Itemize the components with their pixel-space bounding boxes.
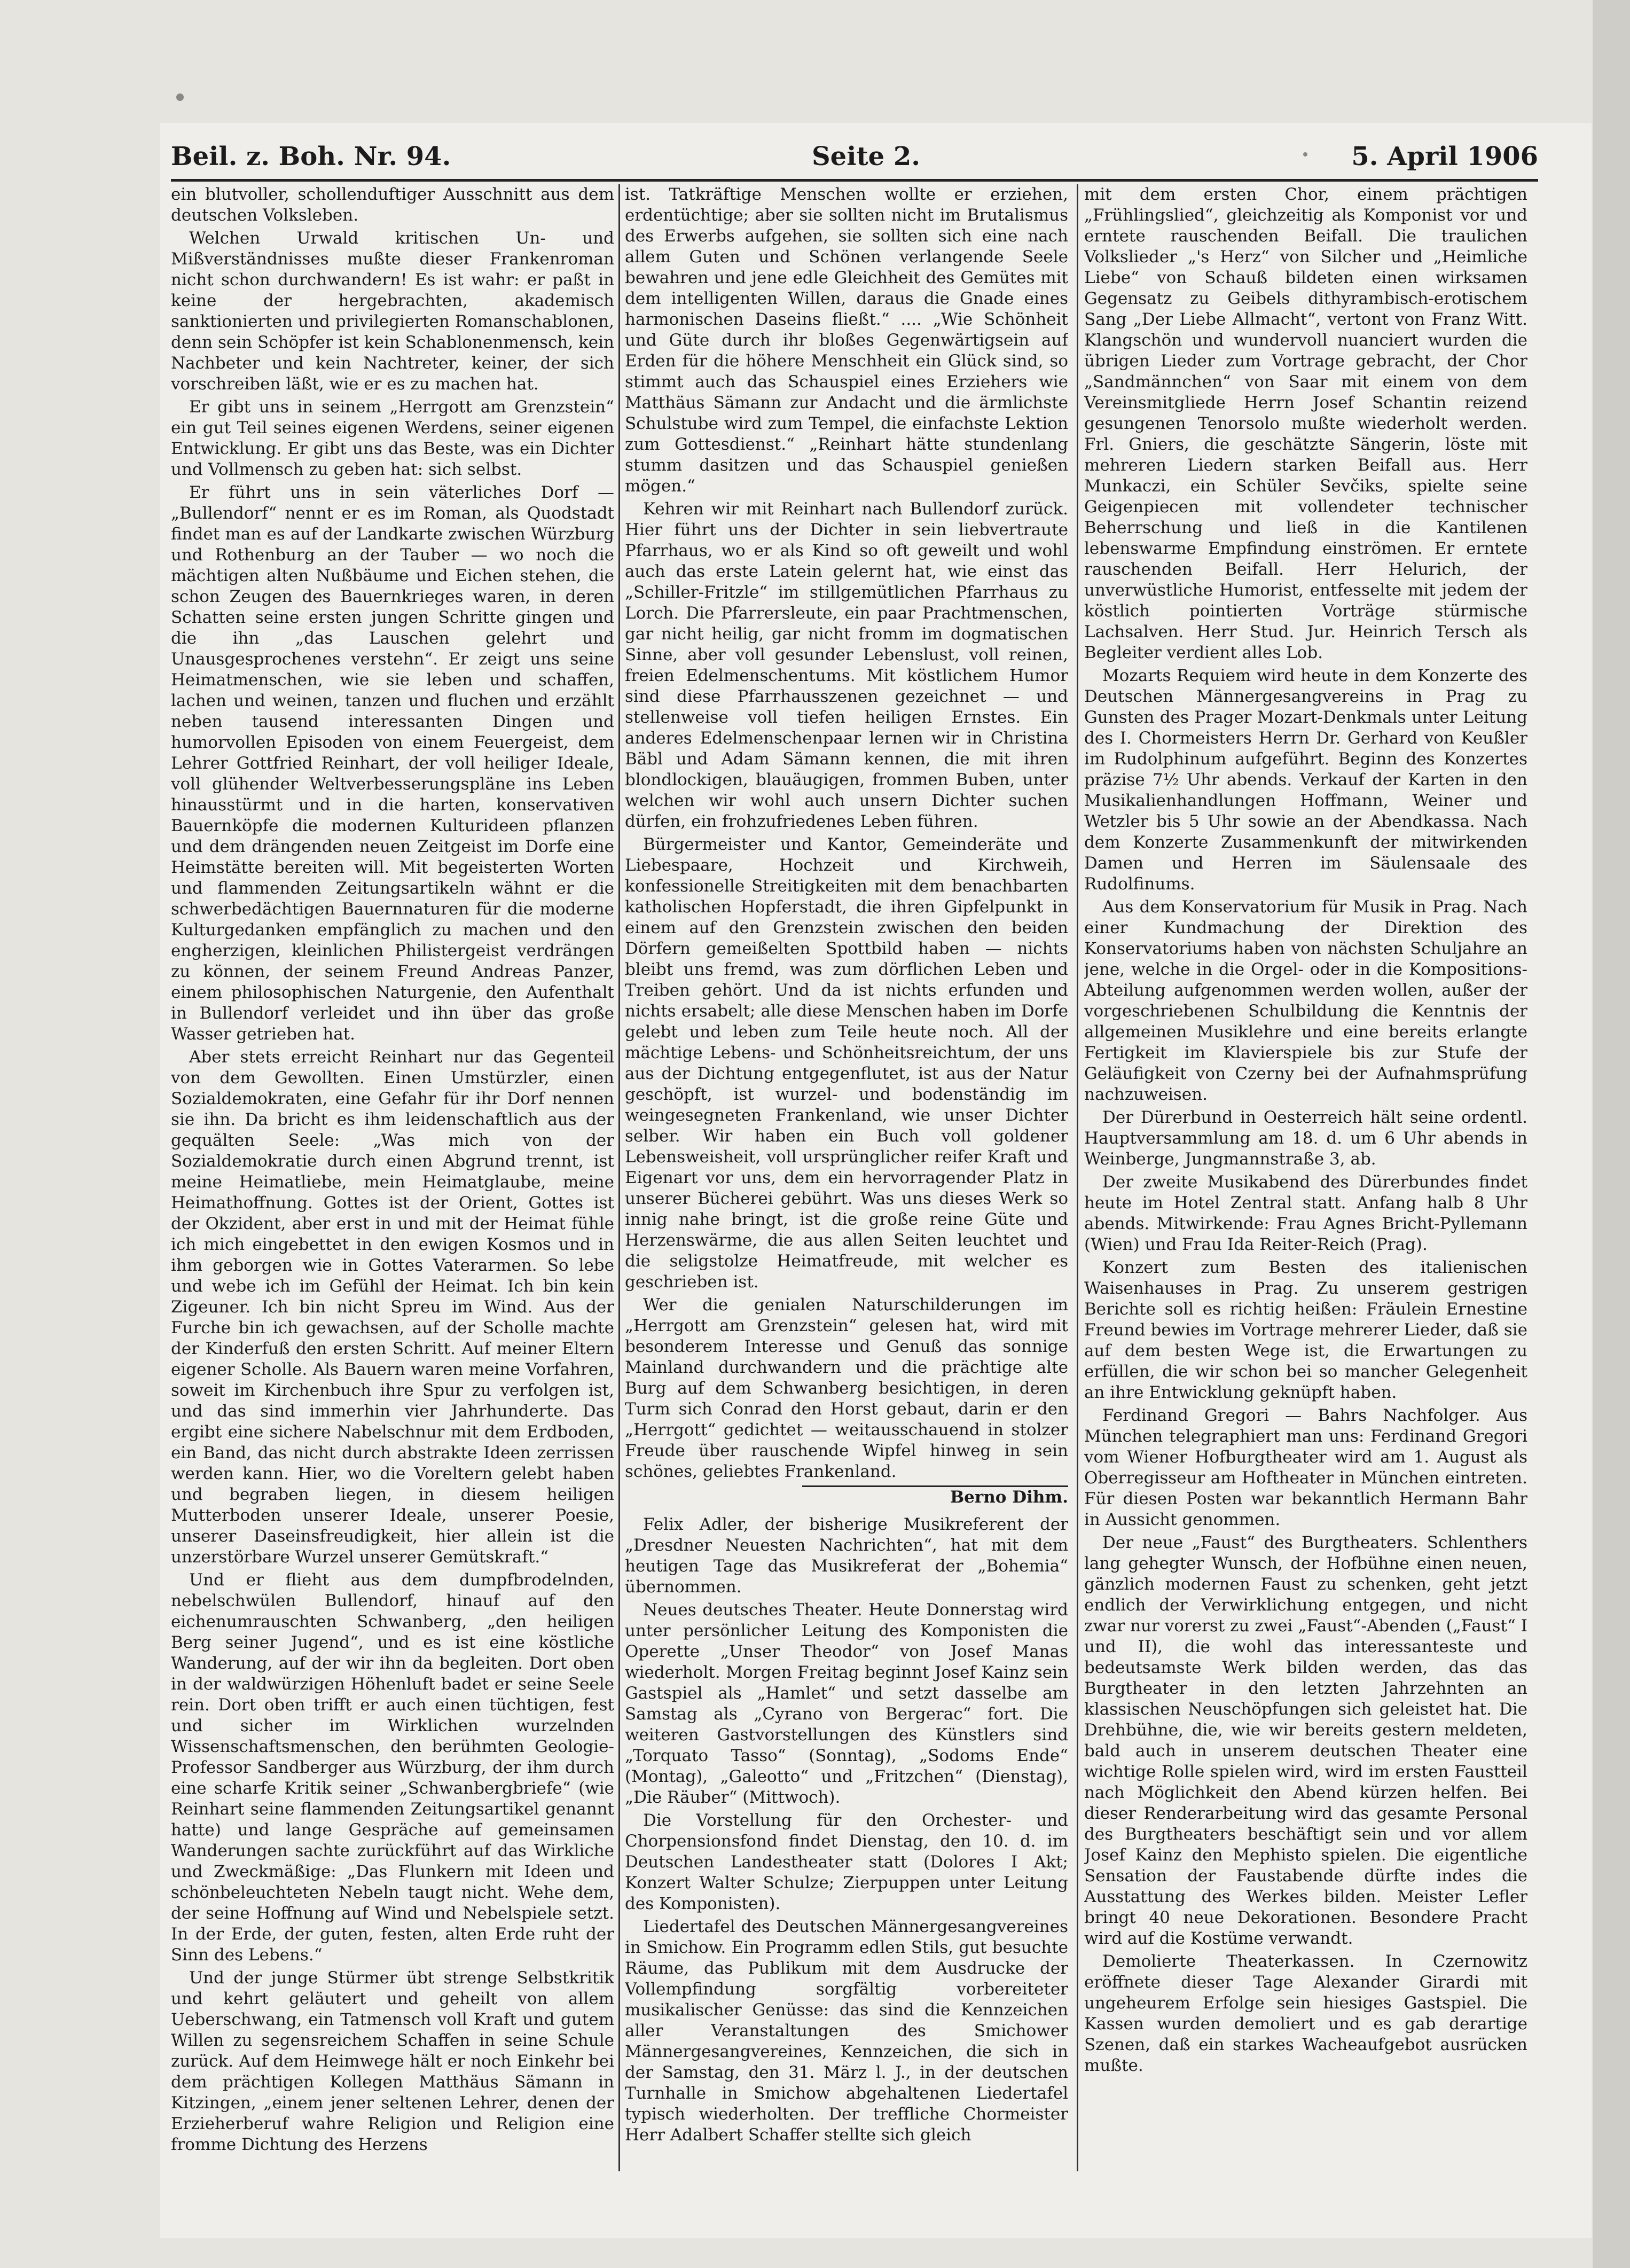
header-rule (171, 179, 1538, 182)
paragraph: mit dem ersten Chor, einem prächtigen „Frühlingslied“, gleichzeitig als Komponist vor und erntete rauschenden Beifall. Die traulichen Volkslieder „'s Herz“ von Silcher und „Heimliche Liebe“ von Schauß bildeten einen wirksamen Gegensatz zu Geibels dithyrambisch-erotischem Sang „Der Liebe Allmacht“, vertont von Franz Witt. Klangschön und wundervoll nuanciert wurden die übrigen Lieder zum Vortrage gebracht, der Chor „Sandmännchen“ von Saar mit einem von dem Vereinsmitgliede Herrn Josef Schantin reizend gesungenen Tenorsolo mußte wiederholt werden. Frl. Gniers, die geschätzte Sängerin, löste mit mehreren Liedern starken Beifall aus. Herr Munkaczi, ein Schüler Sevčiks, spielte seine Geigenpiecen mit vollendeter technischer Beherrschung und ließ in die Kantilenen lebenswarme Empfindung einströmen. Er erntete rauschenden Beifall. Herr Helurich, der unverwüstliche Humorist, entfesselte mit jedem der köstlich pointierten Vorträge stürmische Lachsalven. Herr Stud. Jur. Heinrich Tersch als Begleiter verdient alles Lob. (1084, 185, 1527, 662)
page-number: Seite 2. (812, 142, 920, 171)
paragraph: Welchen Urwald kritischen Un- und Mißverständnisses mußte dieser Frankenroman nicht schon durchwandern! Es ist wahr: er paßt in keine der hergebrachten, akademisch sanktionierten und privilegierten Romanschablonen, denn sein Schöpfer ist kein Schablonenmensch, kein Nachbeter und kein Nachtreter, keiner, der sich vorschreiben läßt, wie er es zu machen hat. (171, 229, 614, 394)
news-item: Der zweite Musikabend des Dürerbundes findet heute im Hotel Zentral statt. Anfang halb 8 Uhr abends. Mitwirkende: Frau Agnes Bricht-Pyllemann (Wien) und Frau Ida Reiter-Reich (Prag). (1084, 1172, 1527, 1254)
paragraph: Er führt uns in sein väterliches Dorf — „Bullendorf“ nennt er es im Roman, als Quodstadt findet man es auf der Landkarte zwischen Würzburg und Rothenburg an der Tauber — wo noch die mächtigen alten Nußbäume und Eichen stehen, die schon Zeugen des Bauernkrieges waren, in deren Schatten seine ersten jungen Schritte gingen und die ihn „das Lauschen gelehrt und Unausgesprochenes verstehn“. Er zeigt uns seine Heimatmenschen, wie sie leben und schaffen, lachen und weinen, tanzen und fluchen und erzählt neben tausend interessanten Dingen und humorvollen Episoden von einem Feuergeist, dem Lehrer Gottfried Reinhart, der voll heiliger Ideale, voll glühender Weltverbesserungspläne ins Leben hinausstürmt und in die harten, konservativen Bauernköpfe die modernen Kulturideen pflanzen und dem drängenden neuen Zeitgeist im Dorfe eine Heimstätte bereiten will. Mit begeisterten Worten und flammenden Zeitungsartikeln wähnt er die schwerbedächtigen Bauernnaturen für die moderne Kulturgedanken empfänglich zu machen und den engherzigen, kleinlichen Philistergeist verdrängen zu können, der seinem Freund Andreas Panzer, einem philosophischen Naturgenie, den Aufenthalt in Bullendorf verleidet und ihn über das große Wasser getrieben hat. (171, 483, 614, 1044)
paragraph: Und er flieht aus dem dumpfbrodelnden, nebelschwülen Bullendorf, hinauf auf den eichenumrauschten Schwanberg, „den heiligen Berg seiner Jugend“, und es ist eine köstliche Wanderung, auf der wir ihn da begleiten. Dort oben in der waldwürzigen Höhenluft badet er seine Seele rein. Dort oben trifft er auch einen tüchtigen, fest und sicher im Wirklichen wurzelnden Wissenschaftsmenschen, den berühmten Geologie-Professor Sandberger aus Würzburg, der ihm durch eine scharfe Kritik seiner „Schwanbergbriefe“ (wie Reinhart seine flammenden Zeitungsartikel genannt hatte) und lange Gespräche auf gemeinsamen Wanderungen sachte zurückführt auf das Wirkliche und Zweckmäßige: „Das Flunkern mit Ideen und schönbeleuchteten Nebeln taugt nicht. Wehe dem, der seine Hoffnung auf Wind und Nebelspiele setzt. In der Erde, der guten, festen, alten Erde ruht der Sinn des Lebens.“ (171, 1570, 614, 1965)
author-signature (625, 1485, 1068, 1508)
paragraph: Und der junge Stürmer übt strenge Selbstkritik und kehrt geläutert und geheilt von allem Ueberschwang, ein Tatmensch voll Kraft und gutem Willen zu segensreichem Schaffen in seine Schule zurück. Auf dem Heimwege hält er noch Einkehr bei dem prächtigen Kollegen Matthäus Sämann in Kitzingen, „einem jener seltenen Lehrer, denen der Erzieherberuf wahre Religion und Religion eine fromme Dichtung des Herzens (171, 1968, 614, 2154)
column-3 (1084, 184, 1527, 2171)
column-2 (625, 184, 1068, 2171)
column-divider-2 (1077, 184, 1078, 2171)
paragraph: Aber stets erreicht Reinhart nur das Gegenteil von dem Gewollten. Einen Umstürzler, einen Sozialdemokraten, eine Gefahr für ihr Dorf nennen sie ihn. Da bricht es ihm leidenschaftlich aus der gequälten Seele: „Was mich von der Sozialdemokratie durch einen Abgrund trennt, ist meine Heimatliebe, mein Heimatglaube, meine Heimathoffnung. Gottes ist der Orient, Gottes ist der Okzident, aber erst in und mit der Heimat fühle ich mich eingebettet in den ewigen Kosmos und in ihm geborgen wie in Gottes Vaterarmen. So lebe und webe ich im Gefühl der Heimat. Ich bin kein Zigeuner. Ich bin nicht Spreu im Wind. Aus der Furche bin ich gewachsen, auf der Scholle machte der Kinderfuß den ersten Schritt. Auf meiner Eltern eigener Scholle. Als Bauern waren meine Vorfahren, soweit im Kirchenbuch ihre Spur zu verfolgen ist, und das sind immerhin vier Jahrhunderte. Das ergibt eine sichere Nabelschnur mit dem Erdboden, ein Band, das nicht durch abstrakte Ideen zerrissen werden kann. Hier, wo die Voreltern gelebt haben und begraben liegen, in diesem heiligen Mutterboden unserer Ideale, unserer Poesie, unserer Daseinsfreudigkeit, hier allein ist die unzerstörbare Wurzel unserer Gemütskraft.“ (171, 1047, 614, 1567)
news-item: Der Dürerbund in Oesterreich hält seine ordentl. Hauptversammlung am 18. d. um 6 Uhr abends in Weinberge, Jungmannstraße 3, ab. (1084, 1108, 1527, 1169)
news-item: Aus dem Konservatorium für Musik in Prag. Nach einer Kundmachung der Direktion des Konservatoriums haben von nächsten Schuljahre an jene, welche in die Orgel- oder in die Kompositions-Abteilung aufgenommen werden wollen, außer der vorgeschriebenen Schulbildung die Kenntnis der allgemeinen Musiklehre und eine bereits erlangte Fertigkeit im Klavierspiele bis zur Stufe der Geläufigkeit von Czerny bei der Aufnahmsprüfung nachzuweisen. (1084, 897, 1527, 1104)
news-item: Der neue „Faust“ des Burgtheaters. Schlenthers lang gehegter Wunsch, der Hofbühne einen neuen, gänzlich modernen Faust zu schenken, geht jetzt endlich der Verwirklichung entgegen, und nicht zwar nur vorerst zu zwei „Faust“-Abenden („Faust“ I und II), die wohl das interessanteste und bedeutsamste Werk bilden werden, das das Burgtheater in den letzten Jahrzehnten an klassischen Neuschöpfungen sich geleistet hat. Die Drehbühne, die, wie wir bereits gestern meldeten, bald auch in unserem deutschen Theater eine wichtige Rolle spielen wird, wird im ersten Faustteil nach Möglichkeit den Abend kürzen helfen. Bei dieser Renderarbeitung wird das gesamte Personal des Burgtheaters beschäftigt sein und vor allem Josef Kainz den Mephisto spielen. Die eigentliche Sensation der Faustabende dürfte indes die Ausstattung des Werkes bilden. Meister Lefler bringt 40 neue Dekorationen. Besondere Pracht wird auf die Kostüme verwandt. (1084, 1533, 1527, 1948)
news-item: Ferdinand Gregori — Bahrs Nachfolger. Aus München telegraphiert man uns: Ferdinand Gregori vom Wiener Hofburgtheater wird am 1. August als Oberregisseur am Hoftheater in München eintreten. Für diesen Posten war bekanntlich Hermann Bahr in Aussicht genommen. (1084, 1406, 1527, 1529)
news-item: Konzert zum Besten des italienischen Waisenhauses in Prag. Zu unserem gestrigen Berichte soll es richtig heißen: Fräulein Ernestine Freund bewies im Vortrage mehrerer Lieder, daß sie auf dem besten Wege ist, die Erwartungen zu erfüllen, die wir schon bei so mancher Gelegenheit an ihre Entwicklung geknüpft haben. (1084, 1258, 1527, 1402)
scan-edge (1593, 0, 1630, 2268)
news-item: Mozarts Requiem wird heute in dem Konzerte des Deutschen Männergesangvereins in Prag zu Gunsten des Prager Mozart-Denkmals unter Leitung des I. Chormeisters Herrn Dr. Gerhard von Keußler im Rudolphinum aufgeführt. Beginn des Konzertes präzise 7½ Uhr abends. Verkauf der Karten in den Musikalienhandlungen Hoffmann, Weiner und Wetzler bis 5 Uhr sowie an der Abendkassa. Nach dem Konzerte Zusammenkunft der mitwirkenden Damen und Herren im Säulensaale des Rudolfinums. (1084, 666, 1527, 894)
scan-spot (176, 93, 184, 101)
page-header (171, 136, 1538, 179)
author-name: Berno Dihm. (950, 1488, 1068, 1507)
news-item: Felix Adler, der bisherige Musikreferent der „Dresdner Neuesten Nachrichten“, hat mit dem heutigen Tage das Musikreferat der „Bohemia“ übernommen. (625, 1515, 1068, 1597)
paragraph: Bürgermeister und Kantor, Gemeinderäte und Liebespaare, Hochzeit und Kirchweih, konfessionelle Streitigkeiten mit dem benachbarten katholischen Hopferstadt, die ihren Gipfelpunkt in einem auf den Grenzstein zwischen den beiden Dörfern gemeißelten Spottbild haben — nichts bleibt uns fremd, was zum dörflichen Leben und Treiben gehört. Und da ist nichts erfunden und nichts ersabelt; alle diese Menschen haben im Dorfe gelebt und leben zum Teile heute noch. All der mächtige Lebens- und Schönheitsreichtum, der uns aus der Dichtung entgegenflutet, ist aus der Natur geschöpft, ist wurzel- und bodenständig im weingesegneten Frankenland, wie unser Dichter selber. Wir haben ein Buch voll goldener Lebensweisheit, voll ursprünglicher reifer Kraft und Eigenart vor uns, dem ein hervorragender Platz in unserer Bücherei gebührt. Was uns dieses Werk so innig nahe bringt, ist die große reine Güte und Herzenswärme, die aus allen Seiten leuchtet und die seligstolze Heimatfreude, mit welcher es geschrieben ist. (625, 835, 1068, 1292)
news-item: Die Vorstellung für den Orchester- und Chorpensionsfond findet Dienstag, den 10. d. im Deutschen Landestheater statt (Dolores I Akt; Konzert Walter Schulze; Zierpuppen unter Leitung des Komponisten). (625, 1811, 1068, 1913)
paragraph: Er gibt uns in seinem „Herrgott am Grenzstein“ ein gut Teil seines eigenen Werdens, seiner eigenen Entwicklung. Er gibt uns das Beste, was ein Dichter und Vollmensch zu geben hat: sich selbst. (171, 397, 614, 479)
paragraph: ein blutvoller, schollenduftiger Ausschnitt aus dem deutschen Volksleben. (171, 185, 614, 225)
issue-date: 5. April 1906 (1351, 142, 1538, 171)
issue-label: Beil. z. Boh. Nr. 94. (171, 142, 451, 171)
paragraph: ist. Tatkräftige Menschen wollte er erziehen, erdentüchtige; aber sie sollten nicht im Brutalismus des Erwerbs aufgehen, sie sollten sich eine nach allem Guten und Schönen verlangende Seele bewahren und jene edle Gleichheit des Gemütes mit dem intelligenten Willen, daraus die Gnade eines harmonischen Daseins fließt.“ .... „Wie Schönheit und Güte durch ihr bloßes Gegenwärtigsein auf Erden für die höhere Menschheit ein Glück sind, so stimmt auch das Schauspiel eines Erziehers wie Matthäus Sämann zur Andacht und die ärmlichste Schulstube wird zum Tempel, die einfachste Lektion zum Gottesdienst.“ „Reinhart hätte stundenlang stumm dasitzen und das Schauspiel genießen mögen.“ (625, 185, 1068, 496)
news-item: Demolierte Theaterkassen. In Czernowitz eröffnete dieser Tage Alexander Girardi mit ungeheurem Erfolge sein hiesiges Gastspiel. Die Kassen wurden demoliert und es gab derartige Szenen, daß ein starkes Wacheaufgebot ausrücken mußte. (1084, 1952, 1527, 2075)
news-item: Neues deutsches Theater. Heute Donnerstag wird unter persönlicher Leitung des Komponisten die Operette „Unser Theodor“ von Josef Manas wiederholt. Morgen Freitag beginnt Josef Kainz sein Gastspiel als „Hamlet“ und setzt dasselbe am Samstag als „Cyrano von Bergerac“ fort. Die weiteren Gastvorstellungen des Künstlers sind „Torquato Tasso“ (Sonntag), „Sodoms Ende“ (Montag), „Galeotto“ und „Fritzchen“ (Dienstag), „Die Räuber“ (Mittwoch). (625, 1600, 1068, 1807)
paragraph: Kehren wir mit Reinhart nach Bullendorf zurück. Hier führt uns der Dichter in sein liebvertraute Pfarrhaus, wo er als Kind so oft geweilt und wohl auch das erste Latein gelernt hat, wie einst das „Schiller-Fritzle“ im stillgemütlichen Pfarrhaus zu Lorch. Die Pfarrersleute, ein paar Prachtmenschen, gar nicht heilig, gar nicht fromm im dogmatischen Sinne, aber voll gesunder Lebenslust, voll reinen, freien Edelmenschentums. Mit köstlichem Humor sind diese Pfarrhausszenen gezeichnet — und stellenweise voll tiefen heiligen Ernstes. Ein anderes Edelmenschenpaar lernen wir in Christina Bäbl und Adam Sämann kennen, die mit ihren blondlockigen, blauäugigen, frommen Buben, unter welchen wir wohl auch unsern Dichter suchen dürfen, ein frohzufriedenes Leben führen. (625, 499, 1068, 831)
signature-rule (802, 1485, 1068, 1487)
column-divider-1 (618, 184, 620, 2171)
column-1 (171, 184, 614, 2171)
news-item: Liedertafel des Deutschen Männergesangvereines in Smichow. Ein Programm edlen Stils, gut besuchte Räume, das Publikum mit dem Ausdrucke der Vollempfindung sorgfältig vorbereiteter musikalischer Genüsse: das sind die Kennzeichen aller Veranstaltungen des Smichower Männergesangvereines, Kennzeichen, die sich in der Samstag, den 31. März l. J., in der deutschen Turnhalle in Smichow abgehaltenen Liedertafel typisch wiederholten. Der treffliche Chormeister Herr Adalbert Schaffer stellte sich gleich (625, 1917, 1068, 2145)
scan-spot (1303, 152, 1307, 157)
paragraph: Wer die genialen Naturschilderungen im „Herrgott am Grenzstein“ gelesen hat, wird mit besonderem Interesse und Genuß das sonnige Mainland durchwandern und die prächtige alte Burg auf dem Schwanberg besichtigen, in deren Turm sich Conrad den Horst gebaut, darin er den „Herrgott“ gedichtet — weitausschauend in stolzer Freude über rauschende Wipfel hinweg in sein schönes, geliebtes Frankenland. (625, 1295, 1068, 1481)
